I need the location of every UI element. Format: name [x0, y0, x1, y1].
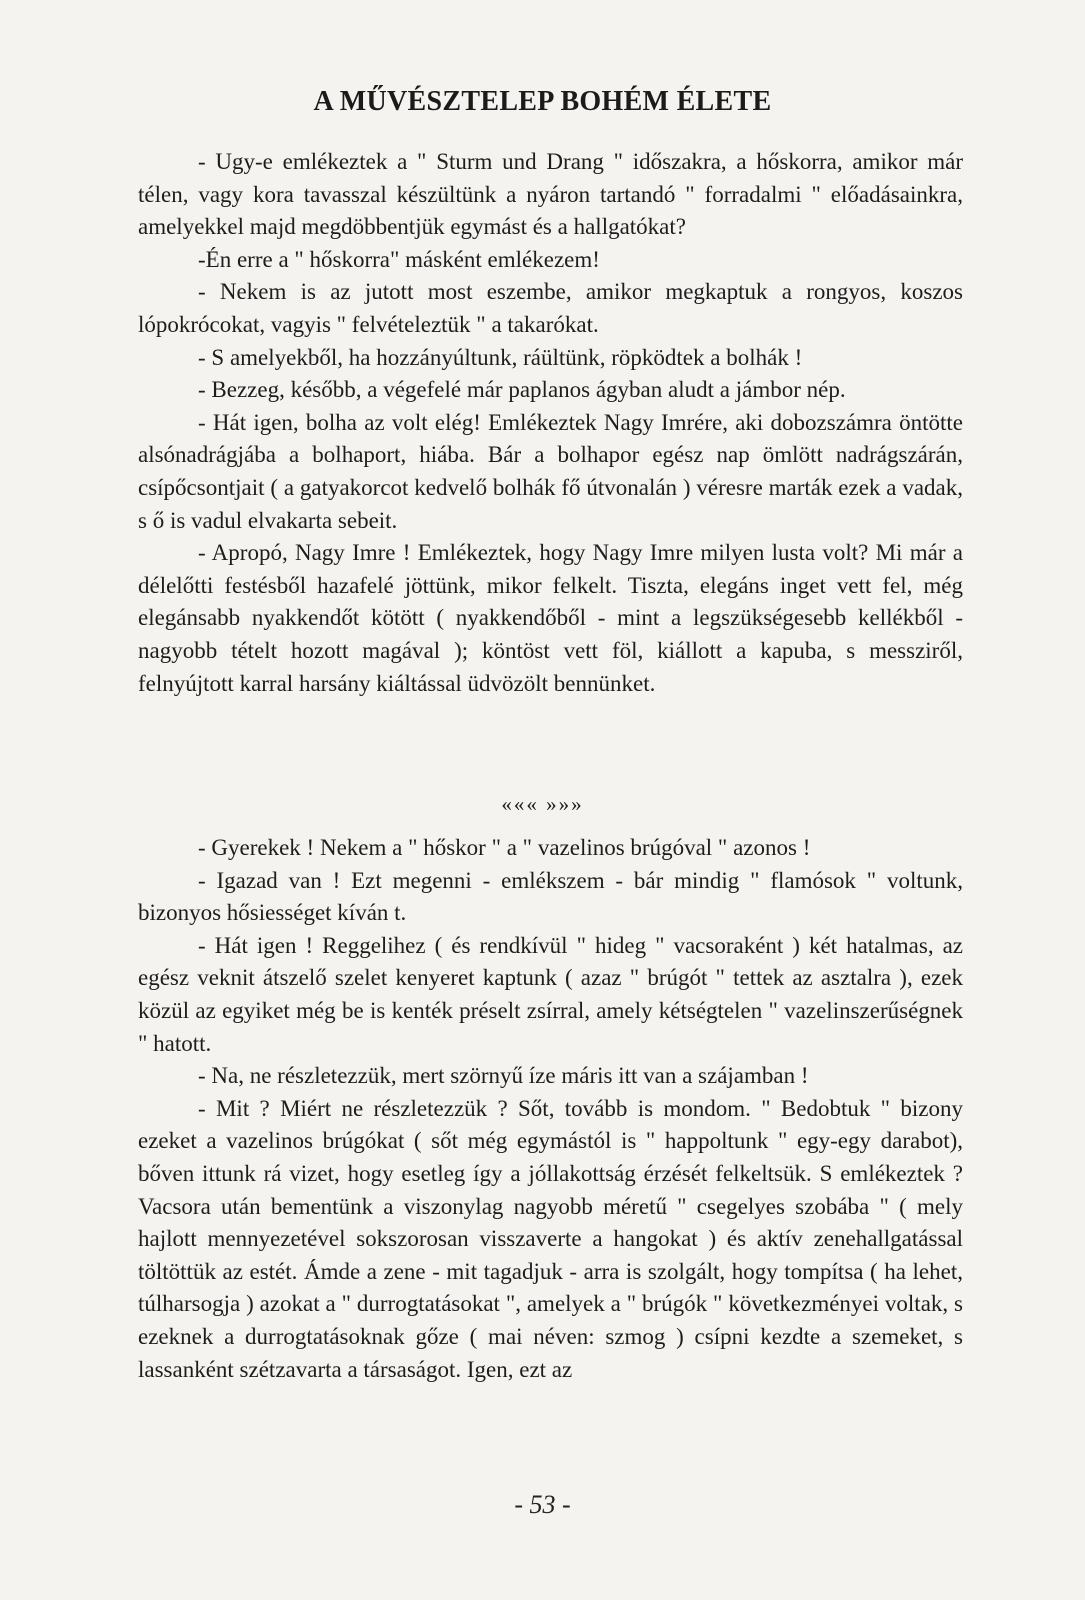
paragraph: - Gyerekek ! Nekem a " hőskor " a " vazelinos brúgóval " azonos ! — [198, 835, 811, 860]
section-separator: ««« »»» — [501, 792, 584, 816]
dialogue-section-2 — [138, 832, 963, 1386]
paragraph: - Bezzeg, később, a végefelé már paplanos ágyban aludt a jámbor nép. — [198, 377, 846, 403]
dialogue-section-1 — [138, 146, 963, 700]
paragraph: - S amelyekből, ha hozzányúltunk, ráültünk, röpködtek a bolhák ! — [198, 344, 803, 370]
paragraph: - Apropó, Nagy Imre ! Emlékeztek, hogy Nagy Imre milyen lusta volt? Mi már a délelőtti festésből hazafelé jöttünk, mikor felkelt. Tiszta, elegáns inget vett fel, még elegánsabb nyakkendőt kötött ( nyakkendőből - mint a legszükségesebb kellékből - nagyobb tételt hozott magával ); köntöst vett föl, kiállott a kapuba, s messziről, felnyújtott karral harsány kiáltással üdvözölt bennünket. — [138, 540, 963, 696]
paragraph: - Mit ? Miért ne részletezzük ? Sőt, tovább is mondom. " Bedobtuk " bizony ezeket a vazelinos brúgókat ( sőt még egymástól is " happoltunk " egy-egy darabot), bőven ittunk rá vizet, hogy esetleg így a jóllakottság érzését felkeltsük. S emlékeztek ? Vacsora után bementünk a viszonylag nagyobb méretű " csegelyes szobába " ( mely hajlott mennyezetével sokszorosan visszaverte a hangokat ) és aktív zenehallgatással töltöttük az estét. Ámde a zene - mit tagadjuk - arra is szolgált, hogy tompítsa ( ha lehet, túlharsogja ) azokat a " durrogtatásokat ", amelyek a " brúgók " következményei voltak, s ezeknek a durrogtatásoknak gőze ( mai néven: szmog ) csípni kezdte a szemeket, s lassanként szétzavarta a társaságot. Igen, ezt az — [138, 1095, 963, 1382]
paragraph: - Ugy-e emlékeztek a " Sturm und Drang " időszakra, a hőskorra, amikor már télen, vagy kora tavasszal készültünk a nyáron tartandó " forradalmi " előadásainkra, amelyekkel majd megdöbbentjük egymást és a hallgatókat? — [138, 149, 963, 240]
paragraph: - Hát igen, bolha az volt elég! Emlékeztek Nagy Imrére, aki dobozszámra öntötte alsónadrágjába a bolhaport, hiába. Bár a bolhapor egész nap ömlött nadrágszárán, csípőcsontjait ( a gatyakorcot kedvelő bolhák fő útvonalán ) véresre marták ezek a vadak, s ő is vadul elvakarta sebeit. — [138, 409, 963, 533]
paragraph: - Hát igen ! Reggelihez ( és rendkívül " hideg " vacsoraként ) két hatalmas, az egész veknit átszelő szelet kenyeret kaptunk ( azaz " brúgót " tettek az asztalra ), ezek közül az egyiket még be is kenték préselt zsírral, amely kétségtelen " vazelinszerűségnek " hatott. — [138, 932, 963, 1056]
paragraph: - Na, ne részletezzük, mert szörnyű íze máris itt van a szájamban ! — [198, 1063, 809, 1089]
chapter-title: A MŰVÉSZTELEP BOHÉM ÉLETE — [313, 86, 772, 117]
paragraph: - Igazad van ! Ezt megenni - emlékszem - bár mindig " flamósok " voltunk, bizonyos hősiességet kíván t. — [138, 867, 963, 926]
page-number: - 53 - — [514, 1490, 571, 1519]
paragraph: - Nekem is az jutott most eszembe, amikor megkaptuk a rongyos, koszos lópokrócokat, vagyis " felvételeztük " a takarókat. — [138, 279, 963, 337]
paragraph: -Én erre a " hőskorra" másként emlékezem! — [198, 246, 600, 272]
